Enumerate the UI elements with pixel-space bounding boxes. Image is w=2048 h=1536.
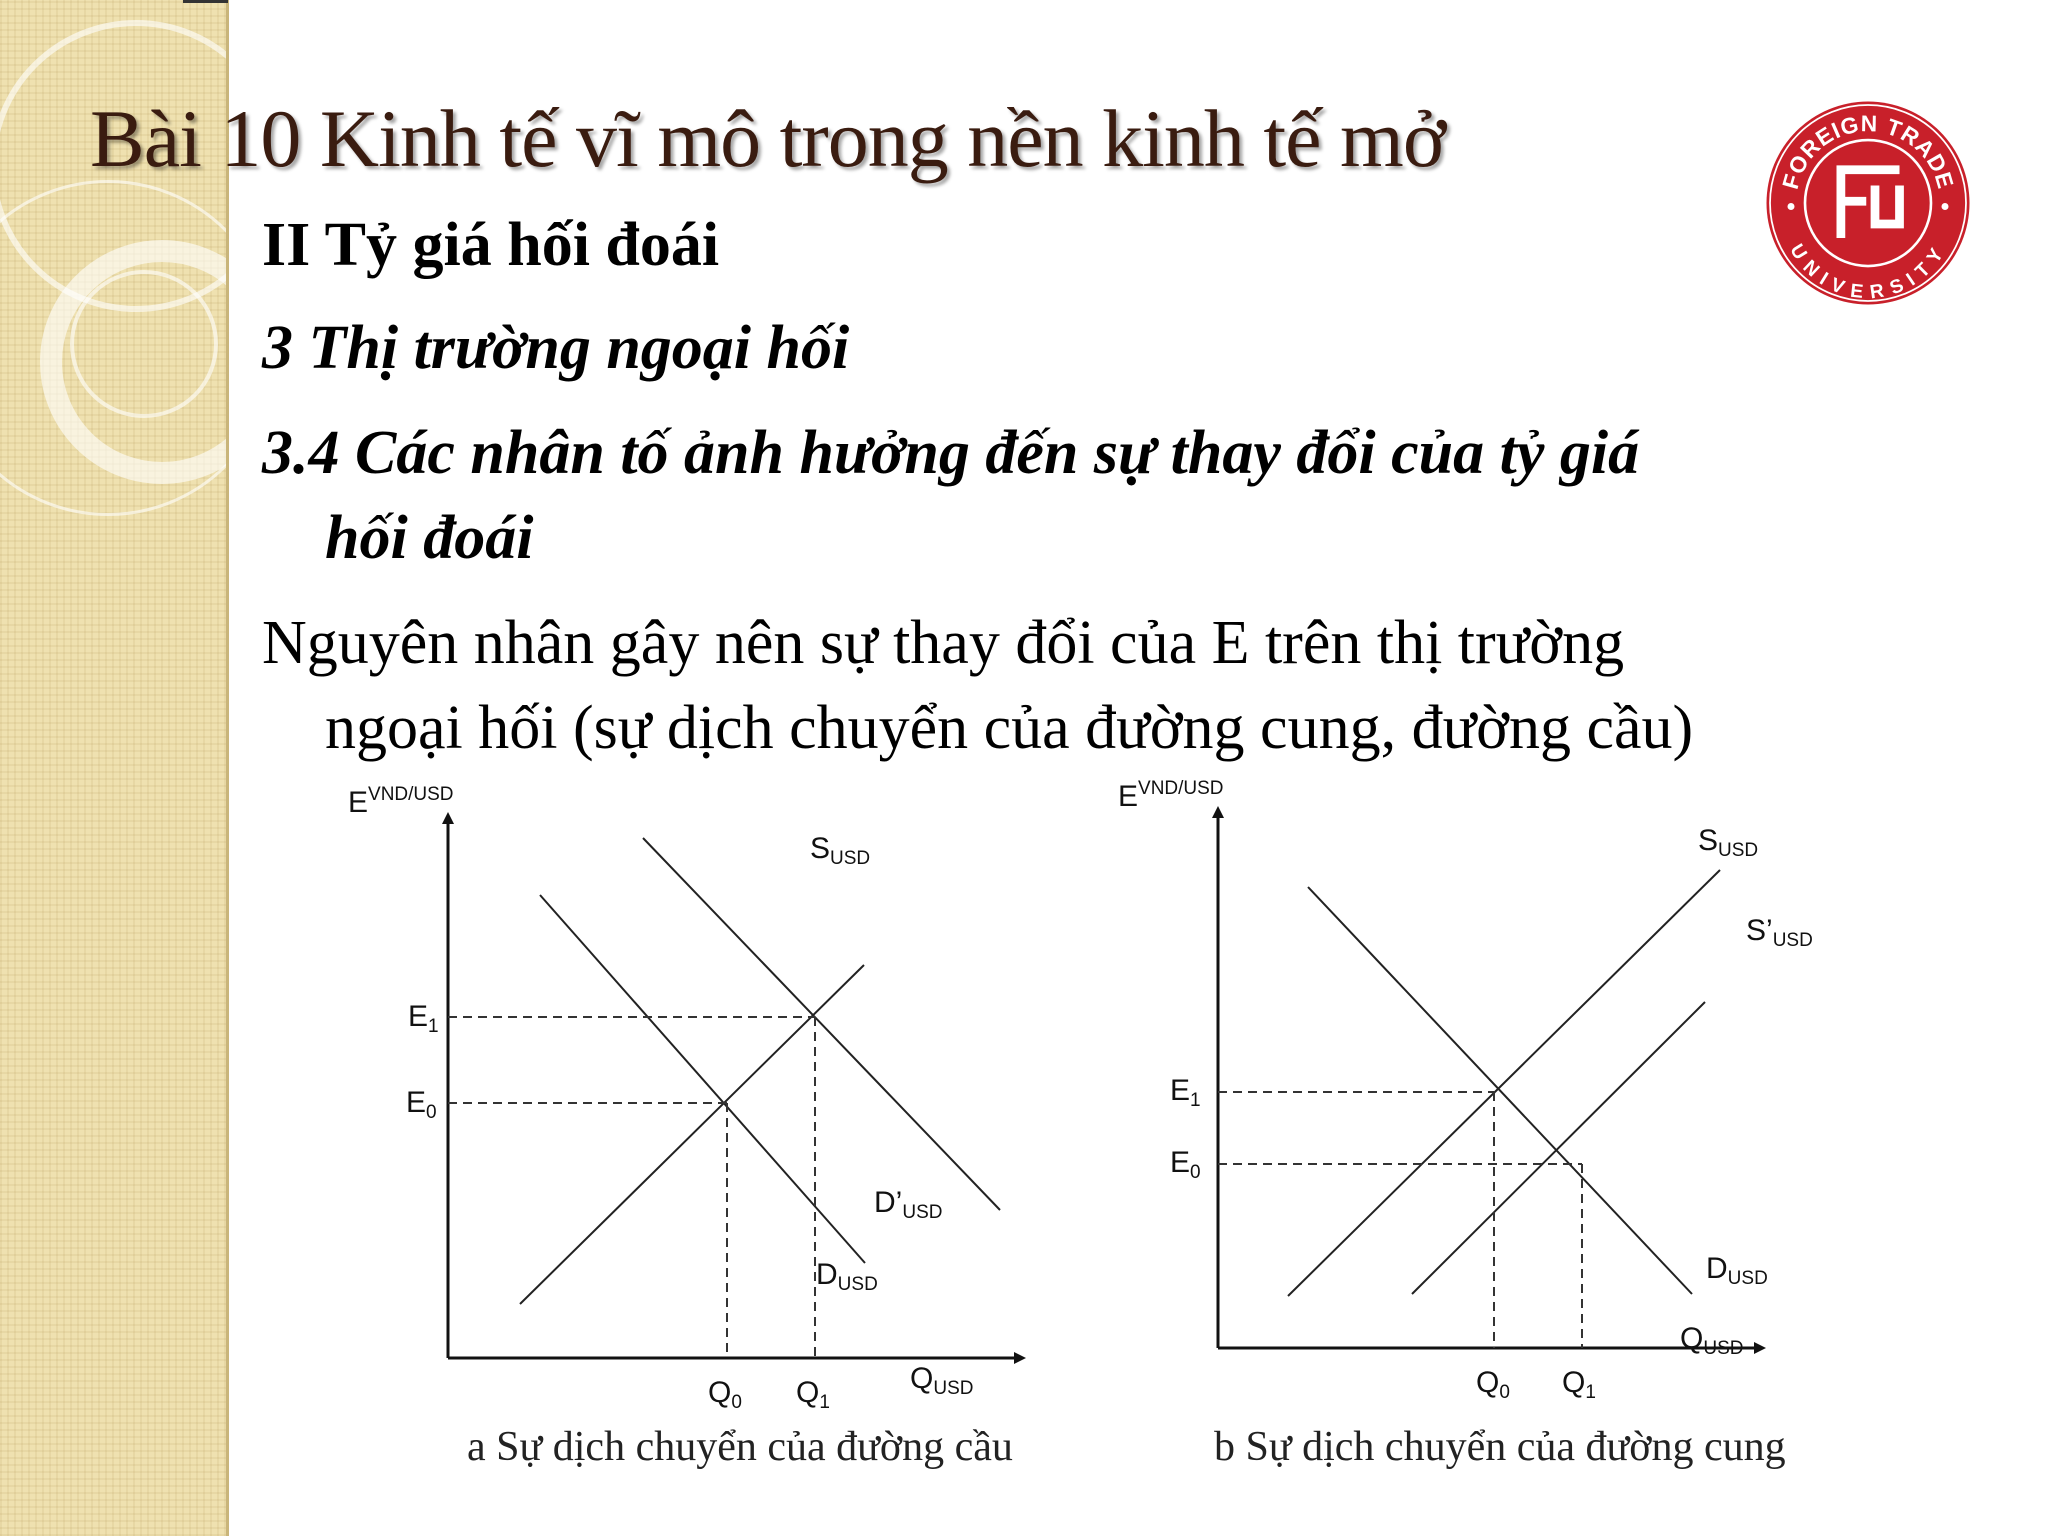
topic-heading-line-1: 3.4 Các nhân tố ảnh hưởng đến sự thay đổi của tỷ giá (262, 419, 1640, 487)
shifted-demand-curve (643, 838, 1000, 1210)
level-label-e1: E1 (1170, 1074, 1201, 1111)
shifted-supply-curve (1412, 1002, 1705, 1294)
university-logo (1748, 98, 1988, 308)
curve-label-supply: SUSD (1698, 824, 1759, 861)
curve-label-shifted-supply: S’USD (1746, 914, 1813, 951)
y-axis-label: EVND/USD (348, 784, 454, 819)
decorative-side-panel (0, 0, 228, 1536)
level-label-e1: E1 (408, 1000, 439, 1037)
logo-text-top: FOREIGN TRADE (1776, 110, 1960, 192)
level-label-e0: E0 (1170, 1146, 1201, 1183)
quantity-label-q1: Q1 (1562, 1366, 1596, 1403)
quantity-label-q0: Q0 (708, 1376, 742, 1413)
curve-label-demand: DUSD (816, 1258, 878, 1295)
slide-title: Bài 10 Kinh tế vĩ mô trong nền kinh tế mở (90, 93, 1446, 184)
quantity-label-q0: Q0 (1476, 1366, 1510, 1403)
diagram-caption: b Sự dịch chuyển của đường cung (1214, 1424, 1786, 1470)
top-accent-bar (183, 0, 228, 3)
body-text-line-2: ngoại hối (sự dịch chuyển của đường cung, đường cầu) (325, 694, 1694, 762)
curve-label-demand: DUSD (1706, 1252, 1768, 1289)
diagram-caption: a Sự dịch chuyển của đường cầu (467, 1424, 1013, 1470)
body-text-line-1: Nguyên nhân gây nên sự thay đổi của E trên thị trường (262, 609, 1625, 677)
demand-curve (540, 895, 865, 1263)
level-label-e0: E0 (406, 1086, 437, 1123)
diagram-demand-shift (330, 770, 1130, 1490)
logo-dot-right (1942, 203, 1949, 210)
curve-label-shifted-demand: D’USD (874, 1186, 943, 1223)
demand-curve (1308, 887, 1692, 1294)
quantity-label-q1: Q1 (796, 1376, 830, 1413)
section-heading: II Tỷ giá hối đoái (262, 211, 720, 279)
topic-heading-line-2: hối đoái (325, 504, 534, 572)
logo-dot-left (1788, 203, 1795, 210)
side-panel-edge (226, 0, 229, 1536)
x-axis-label: QUSD (1680, 1322, 1744, 1359)
decorative-ring (0, 180, 228, 516)
x-axis-label: QUSD (910, 1362, 974, 1399)
subsection-heading: 3 Thị trường ngoại hối (262, 314, 850, 382)
logo-text-bottom: UNIVERSITY (1785, 240, 1951, 304)
y-axis-label: EVND/USD (1118, 778, 1224, 813)
curve-label-supply: SUSD (810, 832, 871, 869)
diagram-supply-shift (1100, 770, 1900, 1490)
